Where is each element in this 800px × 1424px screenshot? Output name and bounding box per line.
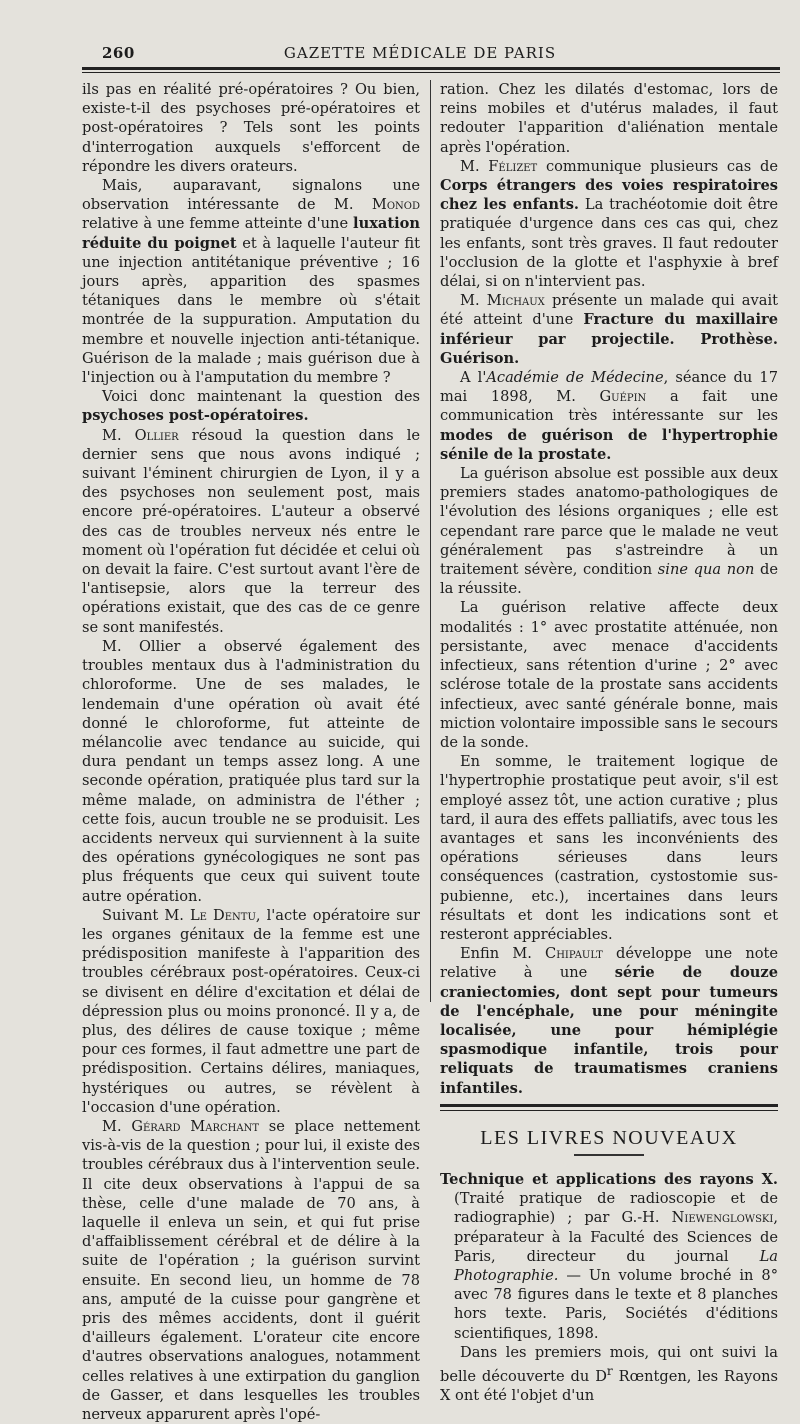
section-rule-thin	[440, 1110, 778, 1111]
bold-term: psychoses post-opératoires.	[82, 407, 309, 425]
paragraph: M. Michaux présente un malade qui avait été atteint d'une Fracture du maxillaire inférieur par projectile. Prothèse. Guérison.	[440, 292, 779, 367]
author-name: Michaux	[486, 292, 545, 310]
paragraph: A l'Académie de Médecine, séance du 17 mai 1898, M. Guépin a fait une communication très intéressante sur les modes de guérison de l'hypertrophie sénile de la prostate.	[440, 369, 778, 463]
paragraph: M. Ollier résoud la question dans le dernier sens que nous avons indiqué ; suivant l'éminent chirurgien de Lyon, il y a des psychoses non seulement post, mais encore pré-opératoires. L'auteur a observé des cas de troubles nerveux nés entre le moment où l'opération fut décidée et celui où on devait la faire. C'est surtout avant l'ère de l'antisepsie, alors que la terreur des opérations existait, que des cas de ce genre se sont manifestés.	[82, 426, 420, 636]
paragraph: ration. Chez les dilatés d'estomac, lors de reins mobiles et d'utérus malades, il faut redouter l'apparition d'aliénation mentale après l'opération.	[440, 81, 778, 156]
running-head-title: GAZETTE MÉDICALE DE PARIS	[283, 44, 557, 62]
bold-term: modes de guérison de l'hypertrophie sénile de la prostate.	[440, 426, 778, 463]
right-column	[440, 80, 779, 1405]
bold-term: série de douze craniectomies, dont sept pour tumeurs de l'encéphale, une pour méningite localisée, une pour hémiplégie spasmodique infantile, trois pour reliquats de traumatismes craniens infantiles.	[440, 964, 778, 1097]
paragraph: Dans les premiers mois, qui ont suivi la belle découverte du $D^r$ Rœntgen, les Rayons X ont été l'objet d'un	[440, 1343, 778, 1405]
paragraph: La guérison relative affecte deux modalités : 1° avec prostatite atténuée, non persistante, avec menace d'accidents infectieux, sans rétention d'urine ; 2° avec sclérose totale de la prostate sans accidents infectieux, avec santé générale bonne, mais miction volontaire impossible sans le secours de la sonde.	[440, 599, 778, 751]
paragraph: Mais, auparavant, signalons une observation intéressante de M. Monod relative à une femme atteinte d'une luxation réduite du poignet et à laquelle l'auteur fit une injection antitétanique préventive ; 16 jours après, apparition des spasmes tétaniques dans le membre où s'était montrée de la suppuration. Amputation du membre et nouvelle injection anti-tétanique. Guérison de la malade ; mais guérison due à l'injection ou à l'amputation du membre ?	[82, 177, 420, 387]
book-title: Technique et applications des rayons X.	[440, 1170, 778, 1188]
italic-term: sine qua non	[657, 561, 755, 579]
paragraph: La guérison absolue est possible aux deux premiers stades anatomo-pathologiques de l'évolution des lésions organiques ; elle est cependant rare parce que le malade ne veut généralement pas s'astreindre à un traitement sévère, condition sine qua non de la réussite.	[440, 465, 779, 598]
paragraph: M. Gérard Marchant se place nettement vis-à-vis de la question ; pour lui, il existe des troubles cérébraux dus à l'intervention seule. Il cite deux observations à l'appui de sa thèse, celle d'une malade de 70 ans, à laquelle il enleva un sein, et qui fut prise d'affaiblissement cérébral et de délire à la suite de l'opération ; la guérison survint ensuite. En second lieu, un homme de 78 ans, amputé de la cuisse pour gangrène et pris des mêmes accidents, dont il guérit d'ailleurs également. L'orateur cite encore d'autres observations analogues, notamment celles relatives à une extirpation du ganglion de Gasser, et dans lesquelles les troubles nerveux apparurent après l'opé-	[82, 1117, 420, 1424]
page-number: 260	[102, 44, 135, 62]
header-rule-thin	[82, 72, 780, 73]
journal-name: La Photographie.	[454, 1247, 778, 1284]
left-column	[82, 80, 420, 1424]
author-name: Chipault	[545, 945, 603, 963]
bold-term: Corps étrangers des voies respiratoires chez les enfants.	[440, 177, 778, 214]
section-title: LES LIVRES NOUVEAUX	[480, 1126, 738, 1149]
paragraph: Voici donc maintenant la question des psychoses post-opératoires.	[82, 388, 420, 425]
author-name: Guépin	[599, 388, 647, 406]
section-rule-thick	[440, 1104, 778, 1107]
author-name: Félizet	[488, 157, 538, 175]
paragraph: Suivant M. Le Dentu, l'acte opératoire sur les organes génitaux de la femme est une prédisposition manifeste à l'apparition des troubles cérébraux post-opératoires. Ceux-ci se divisent en délire d'excitation et délai de dépression plus ou moins prononcé. Il y a, de plus, des délires de cause toxique ; même pour ces formes, il faut admettre une part de prédisposition. Certains délires, maniaques, hystériques ou autres, se révèlent à l'occasion d'une opération.	[82, 906, 420, 1116]
paragraph: En somme, le traitement logique de l'hypertrophie prostatique peut avoir, s'il est employé assez tôt, une action curative ; plus tard, il aura des effets palliatifs, avec tous les avantages et sans les inconvénients des opérations sérieuses dans leurs conséquences (castration, cystostomie sus-pubienne, etc.), incertaines dans leurs résultats et dont les indications sont et resteront appréciables.	[440, 753, 778, 943]
paragraph: ils pas en réalité pré-opératoires ? Ou bien, existe-t-il des psychoses pré-opératoires et post-opératoires ? Tels sont les points d'interrogation auxquels s'efforcent de répondre les divers orateurs.	[82, 81, 420, 175]
bold-term: Fracture du maxillaire inférieur par projectile. Prothèse. Guérison.	[440, 311, 779, 367]
paragraph: Enfin M. Chipault développe une note relative à une série de douze craniectomies, dont sept pour tumeurs de l'encéphale, une pour méningite localisée, une pour hémiplégie spasmodique infantile, trois pour reliquats de traumatismes craniens infantiles.	[440, 945, 779, 1097]
column-divider	[430, 80, 431, 1002]
book-entry: Technique et applications des rayons X. (Traité pratique de radioscopie et de radiographie) ; par G.-H. Niewenglowski, préparateur à la Faculté des Sciences de Paris, directeur du journal La Photographie. — Un volume broché in 8° avec 78 figures dans le texte et 8 planches hors texte. Paris, Sociétés d'éditions scientifiques, 1898.	[440, 1170, 778, 1342]
section-ornament	[574, 1154, 644, 1156]
author-name: Gérard Marchant	[131, 1117, 260, 1135]
author-name: Niewenglowski	[671, 1209, 774, 1227]
author-name: Le Dentu	[189, 906, 256, 924]
paragraph: M. Félizet communique plusieurs cas de Corps étrangers des voies respiratoires chez les enfants. La trachéotomie doit être pratiquée d'urgence dans ces cas qui, chez les enfants, sont très graves. Il faut redouter l'occlusion de la glotte et l'asphyxie à bref délai, si on n'intervient pas.	[440, 157, 778, 291]
italic-term: Académie de Médecine	[486, 369, 664, 387]
author-name: M. Ollier	[102, 426, 179, 444]
bold-term: luxation réduite du poignet	[82, 215, 420, 252]
header-rule-thick	[82, 67, 780, 70]
paragraph: M. Ollier a observé également des troubles mentaux dus à l'administration du chloroforme. Une de ses malades, le lendemain d'une opération où avait été donné le chloroforme, fut atteinte de mélancolie avec tendance au suicide, qui dura pendant un temps assez long. A une seconde opération, pratiquée plus tard sur la même malade, on administra de l'éther ; cette fois, aucun trouble ne se produisit. Les accidents nerveux qui surviennent à la suite des opérations gynécologiques ne sont pas plus fréquents que ceux qui suivent toute autre opération.	[82, 637, 420, 905]
author-name: Monod	[371, 196, 420, 214]
